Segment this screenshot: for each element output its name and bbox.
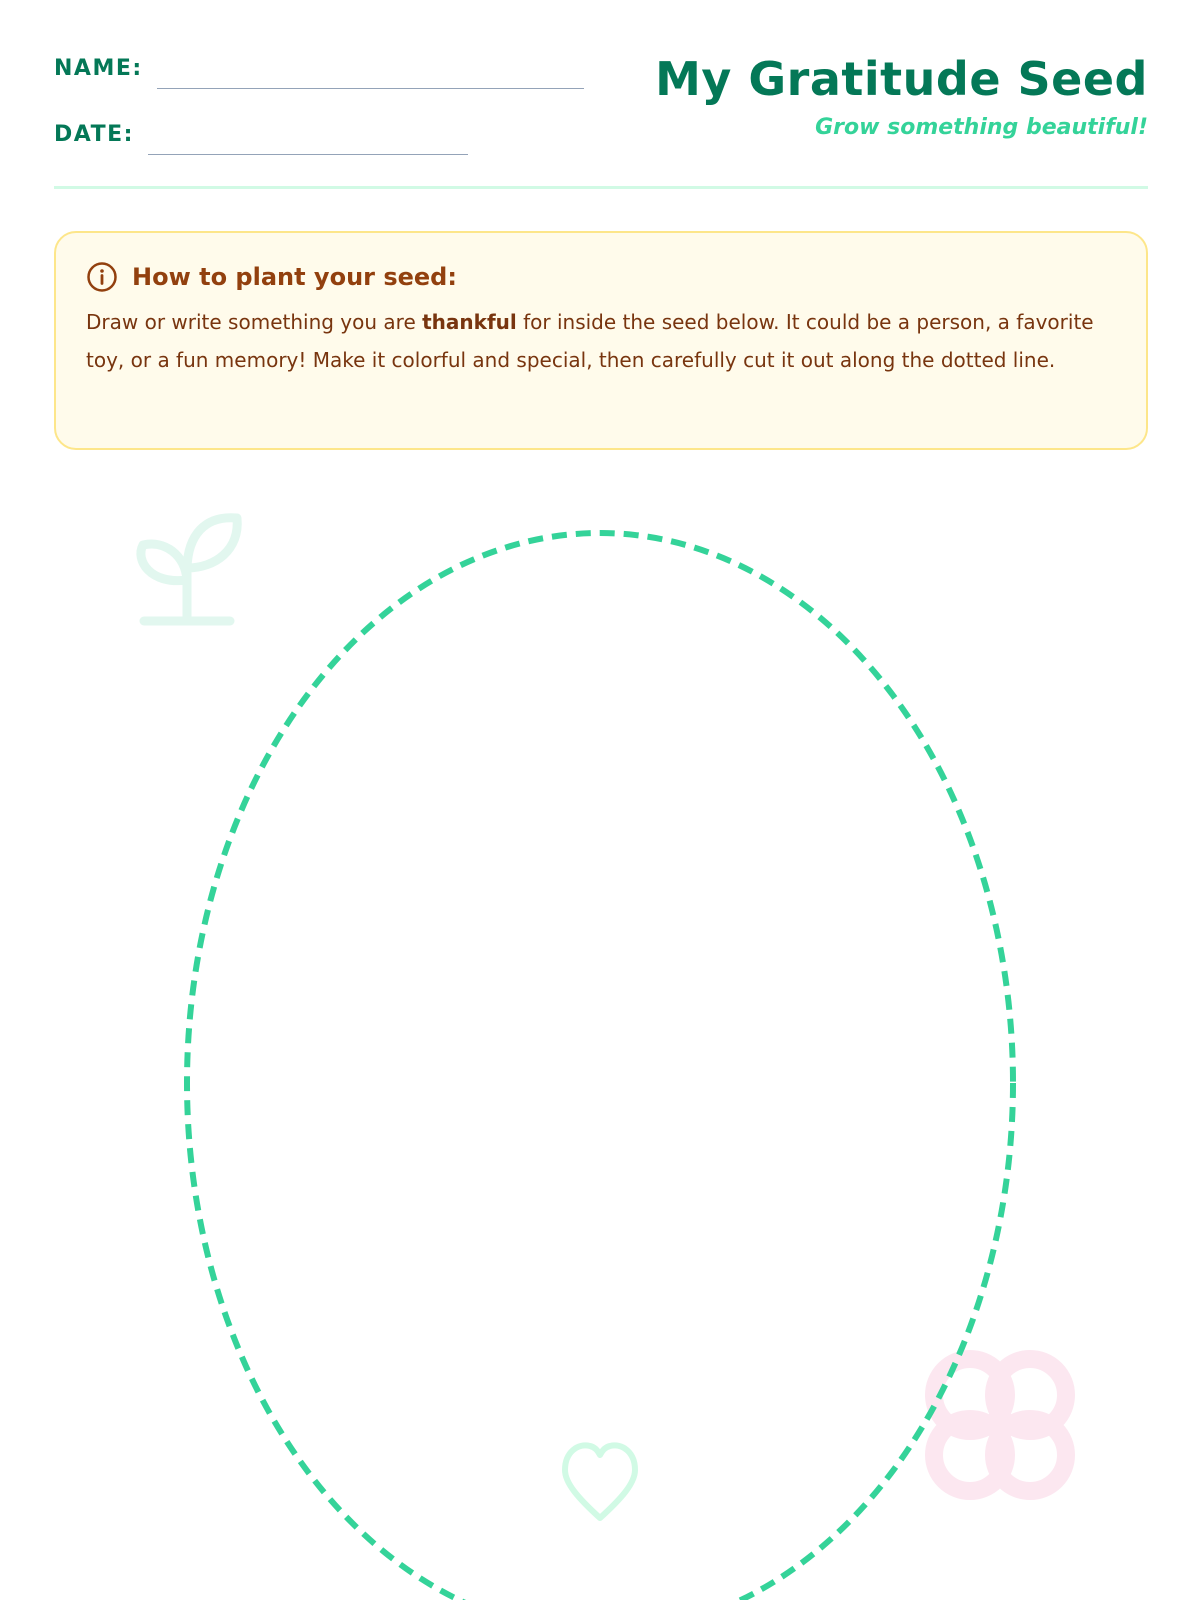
date-label: DATE:	[54, 122, 134, 147]
name-label: NAME:	[54, 56, 143, 81]
page-subtitle: Grow something beautiful!	[815, 115, 1148, 140]
instructions-text-after: for inside the seed below. It could be a person, a favorite toy, or a fun memory! Make it colorful and special, then carefully cut it out along the dotted line.	[86, 310, 1094, 372]
page-title: My Gratitude Seed	[655, 52, 1148, 106]
instructions-text-bold: thankful	[422, 310, 517, 334]
instructions-text-before: Draw or write something you are	[86, 310, 423, 334]
heart-icon	[565, 1445, 635, 1518]
flower-icon	[934, 1359, 1066, 1491]
sprout-icon	[141, 518, 237, 621]
seed-cut-line	[187, 533, 1013, 1600]
instructions-heading-text: How to plant your seed:	[132, 263, 457, 291]
